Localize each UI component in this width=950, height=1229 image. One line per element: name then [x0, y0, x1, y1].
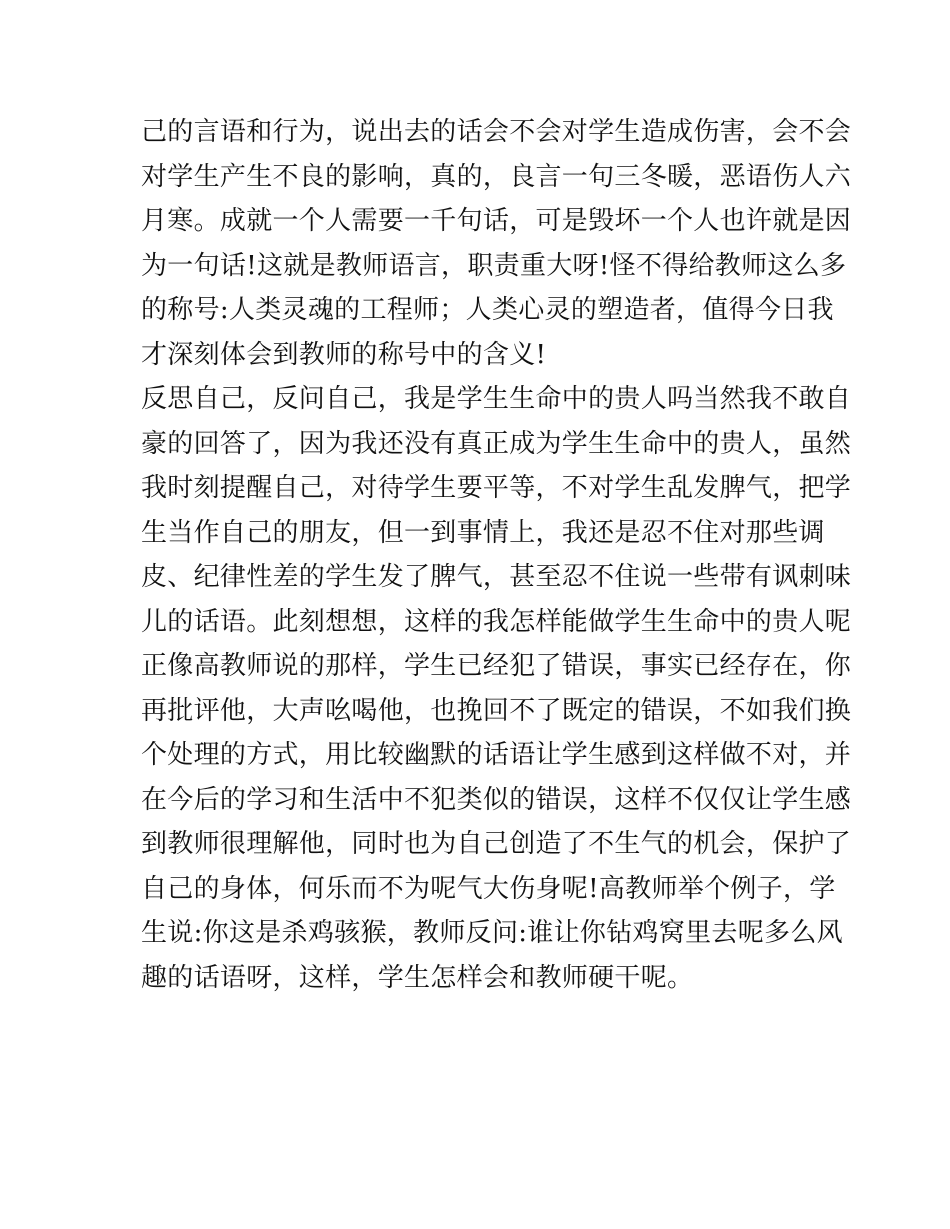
text-line: 我时刻提醒自己，对待学生要平等，不对学生乱发脾气，把学: [141, 473, 852, 503]
text-line: 个处理的方式，用比较幽默的话语让学生感到这样做不对，并: [141, 740, 852, 770]
text-line: 生当作自己的朋友，但一到事情上，我还是忍不住对那些调: [141, 517, 825, 548]
text-line: 再批评他，大声吆喝他，也挽回不了既定的错误，不如我们换: [141, 695, 852, 726]
text-line: 皮、纪律性差的学生发了脾气，甚至忍不住说一些带有讽刺味: [141, 562, 852, 592]
text-line: 对学生产生不良的影响，真的，良言一句三冬暖，恶语伤人六: [141, 161, 852, 192]
text-line: 儿的话语。此刻想想，这样的我怎样能做学生生命中的贵人呢: [141, 606, 852, 637]
text-line: 为一句话!这就是教师语言，职责重大呀!怪不得给教师这么多: [141, 250, 847, 281]
text-line: 到教师很理解他，同时也为自己创造了不生气的机会，保护了: [141, 829, 852, 859]
text-line: 生说:你这是杀鸡骇猴，教师反问:谁让你钻鸡窝里去呢多么风: [141, 918, 843, 948]
text-line: 才深刻体会到教师的称号中的含义!: [141, 339, 547, 370]
text-line: 在今后的学习和生活中不犯类似的错误，这样不仅仅让学生感: [141, 784, 852, 815]
text-line: 趣的话语呀，这样，学生怎样会和教师硬干呢。: [141, 962, 694, 993]
text-line: 豪的回答了，因为我还没有真正成为学生生命中的贵人，虽然: [141, 428, 852, 459]
text-line: 月寒。成就一个人需要一千句话，可是毁坏一个人也许就是因: [141, 206, 852, 236]
text-line: 己的言语和行为，说出去的话会不会对学生造成伤害，会不会: [141, 117, 852, 147]
text-line: 反思自己，反问自己，我是学生生命中的贵人吗当然我不敢自: [141, 384, 852, 414]
text-line: 的称号:人类灵魂的工程师；人类心灵的塑造者，值得今日我: [141, 295, 834, 325]
body-text: [141, 110, 852, 1000]
text-line: 正像高教师说的那样，学生已经犯了错误，事实已经存在，你: [141, 651, 852, 681]
text-line: 自己的身体，何乐而不为呢气大伤身呢!高教师举个例子，学: [141, 873, 836, 904]
